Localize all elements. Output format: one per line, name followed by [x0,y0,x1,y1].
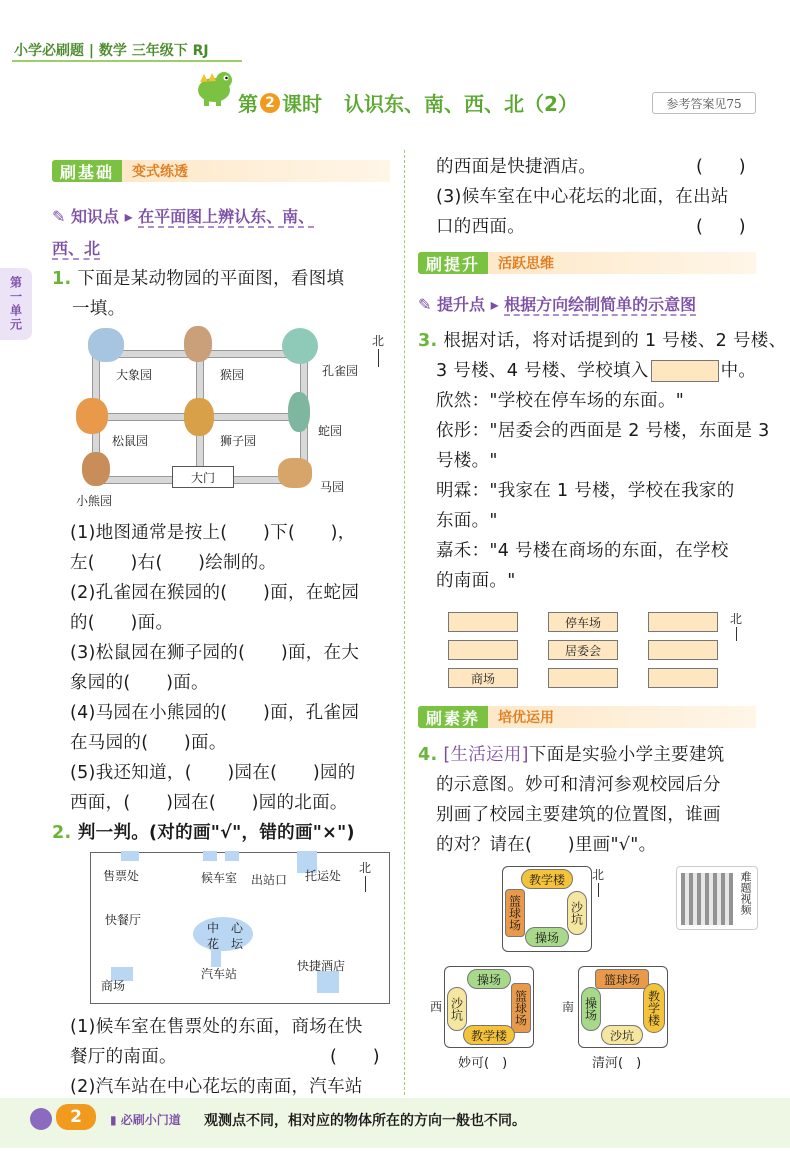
q4-line-2: 的示意图。妙可和清河参观校园后分 [436,775,721,795]
q1-line-3: (2)孔雀园在猴园的( )面，在蛇园 [70,583,360,603]
q1-line-2: 左( )右( )绘制的。 [70,553,277,573]
q4-line-1: 4. [生活运用]下面是实验小学主要建筑 [418,745,725,765]
dinosaur-icon [190,68,240,108]
station-north-indicator: 北 [359,859,371,892]
column-divider [404,150,405,1095]
q1-prompt-cont: 一填。 [72,299,126,319]
footer-tip: 观测点不同，相对应的物体所在的方向一般也不同。 [204,1113,526,1129]
zoo-label-squirrel: 松鼠园 [112,434,149,448]
q3-north-indicator: 北 [730,610,742,641]
miaoke-side-label: 西 [430,1000,443,1014]
q3-cell-4[interactable] [448,640,518,660]
q3-line-9: 的南面。" [436,571,516,591]
page-number: 2 [56,1104,96,1130]
q1-line-5: (3)松鼠园在狮子园的( )面，在大 [70,643,360,663]
qinghe-side-label: 南 [562,1000,575,1014]
q2-line-1: (1)候车室在售票处的东面，商场在快 [70,1017,363,1037]
q3-line-6: 明霖："我家在 1 号楼，学校在我家的 [436,481,735,501]
snake-icon [288,392,310,432]
section-literacy-band: 刷素养 培优运用 [418,706,756,728]
q3-cell-7: 商场 [448,668,518,688]
q3-cell-9[interactable] [648,668,718,688]
station-label-baggage: 托运处 [305,869,342,883]
station-label-hotel: 快捷酒店 [297,959,346,973]
zoo-label-horse: 马园 [320,480,345,494]
lion-icon [184,398,214,436]
q3-line-2: 3 号楼、4 号楼、学校填入 中。 [436,361,757,381]
q2-prompt: 2. 判一判。(对的画"√"，错的画"×") [52,823,355,843]
q2-cont-1: 的西面是快捷酒店。 [436,157,597,177]
q3-line-4: 依彤："居委会的西面是 2 号楼，东面是 3 [436,421,770,441]
q3-cell-3[interactable] [648,612,718,632]
mascot-icon [30,1108,52,1130]
horse-icon [278,458,312,488]
q1-line-6: 象园的( )面。 [70,673,209,693]
q3-line-5: 号楼。" [436,451,498,471]
q2-line-2: 餐厅的南面。 [70,1047,177,1067]
pencil-icon: ✎ [418,295,432,314]
q2-blank-1[interactable]: ( ) [330,1047,380,1067]
pencil-icon: ✎ [52,207,66,226]
lesson-heading: 第 2 课时 认识东、南、西、北（2） [238,92,578,116]
station-label-ticket: 售票处 [103,869,140,883]
qr-code-icon[interactable] [681,873,733,925]
q1-line-9: (5)我还知道，( )园在( )园的 [70,763,356,783]
zoo-label-snake: 蛇园 [318,424,343,438]
bear-icon [82,452,110,486]
q4-north-indicator: 北 [592,866,604,897]
q3-cell-6[interactable] [648,640,718,660]
section-improve-band: 刷提升 活跃思维 [418,252,756,274]
station-map [90,852,390,1004]
q3-cell-1[interactable] [448,612,518,632]
q2-blank-2[interactable]: ( ) [696,157,746,177]
elephant-icon [88,328,124,362]
q4-line-3: 别画了校园主要建筑的位置图，谁画 [436,805,721,825]
header-rule [12,60,242,62]
station-label-center2: 花 坛 [207,937,244,951]
north-indicator: 北 [372,332,384,367]
q2-cont-2: (3)候车室在中心花坛的北面，在出站 [436,187,729,207]
book-icon: ▮ [110,1113,117,1127]
qinghe-caption[interactable]: 清河( ) [592,1056,642,1071]
station-label-center1: 中 心 [207,921,244,935]
q1-line-4: 的( )面。 [70,613,174,633]
miaoke-diagram: 操场 沙坑 篮球场 教学楼 [444,966,534,1048]
qr-code-panel[interactable]: 难题视频 [676,866,758,930]
station-label-waiting: 候车室 [201,871,238,885]
answer-reference: 参考答案见75 [652,92,756,114]
q3-cell-8[interactable] [548,668,618,688]
footer [0,1098,790,1148]
q3-cell-2: 停车场 [548,612,618,632]
station-label-fastfood: 快餐厅 [105,913,142,927]
q4-main-diagram: 教学楼 篮球场 沙坑 操场 [502,866,592,952]
q3-cell-5: 居委会 [548,640,618,660]
series-title: 小学必刷题 | 数学 三年级下 RJ [14,43,209,59]
q2-cont-3: 口的西面。 [436,217,525,237]
section-basic-band: 刷基础 变式练透 [52,160,390,182]
miaoke-caption[interactable]: 妙可( ) [458,1056,508,1071]
q1-line-10: 西面，( )园在( )园的北面。 [70,793,348,813]
improve-point: ✎ 提升点 ▸ 根据方向绘制简单的示意图 [418,295,697,314]
station-label-bus: 汽车站 [201,967,238,981]
knowledge-point: ✎ 知识点 ▸ 在平面图上辨认东、南、 [52,207,315,226]
zoo-label-monkey: 猴园 [220,368,245,382]
station-label-exit: 出站口 [251,873,288,887]
qinghe-diagram: 篮球场 操场 教学楼 沙坑 [578,966,668,1048]
q1-line-1: (1)地图通常是按上( )下( )， [70,523,356,543]
q2-line-3: (2)汽车站在中心花坛的南面，汽车站 [70,1077,363,1097]
q3-line-3: 欣然："学校在停车场的东面。" [436,391,685,411]
q1-line-7: (4)马园在小熊园的( )面，孔雀园 [70,703,360,723]
squirrel-icon [76,398,108,434]
q4-line-4: 的对？请在( )里画"√"。 [436,835,657,855]
q1-line-8: 在马园的( )面。 [70,733,227,753]
zoo-label-peacock: 孔雀园 [322,364,359,378]
footer-brand: ▮ 必刷小门道 [110,1113,181,1127]
q3-line-8: 嘉禾："4 号楼在商场的东面，在学校 [436,541,729,561]
knowledge-point-cont: 西、北 [52,239,101,258]
peacock-icon [282,328,318,364]
zoo-label-bear: 小熊园 [76,494,113,508]
q1-prompt: 1. 下面是某动物园的平面图，看图填 [52,269,345,289]
q2-blank-3[interactable]: ( ) [696,217,746,237]
monkey-icon [184,326,212,362]
q3-line-7: 东面。" [436,511,498,531]
zoo-gate: 大门 [172,466,234,488]
unit-side-tab: 第一单元 [0,268,32,340]
q3-line-1: 3. 根据对话，将对话提到的 1 号楼、2 号楼、 [418,331,787,351]
zoo-label-elephant: 大象园 [116,368,153,382]
station-label-mall: 商场 [101,979,126,993]
zoo-label-lion: 狮子园 [220,434,257,448]
